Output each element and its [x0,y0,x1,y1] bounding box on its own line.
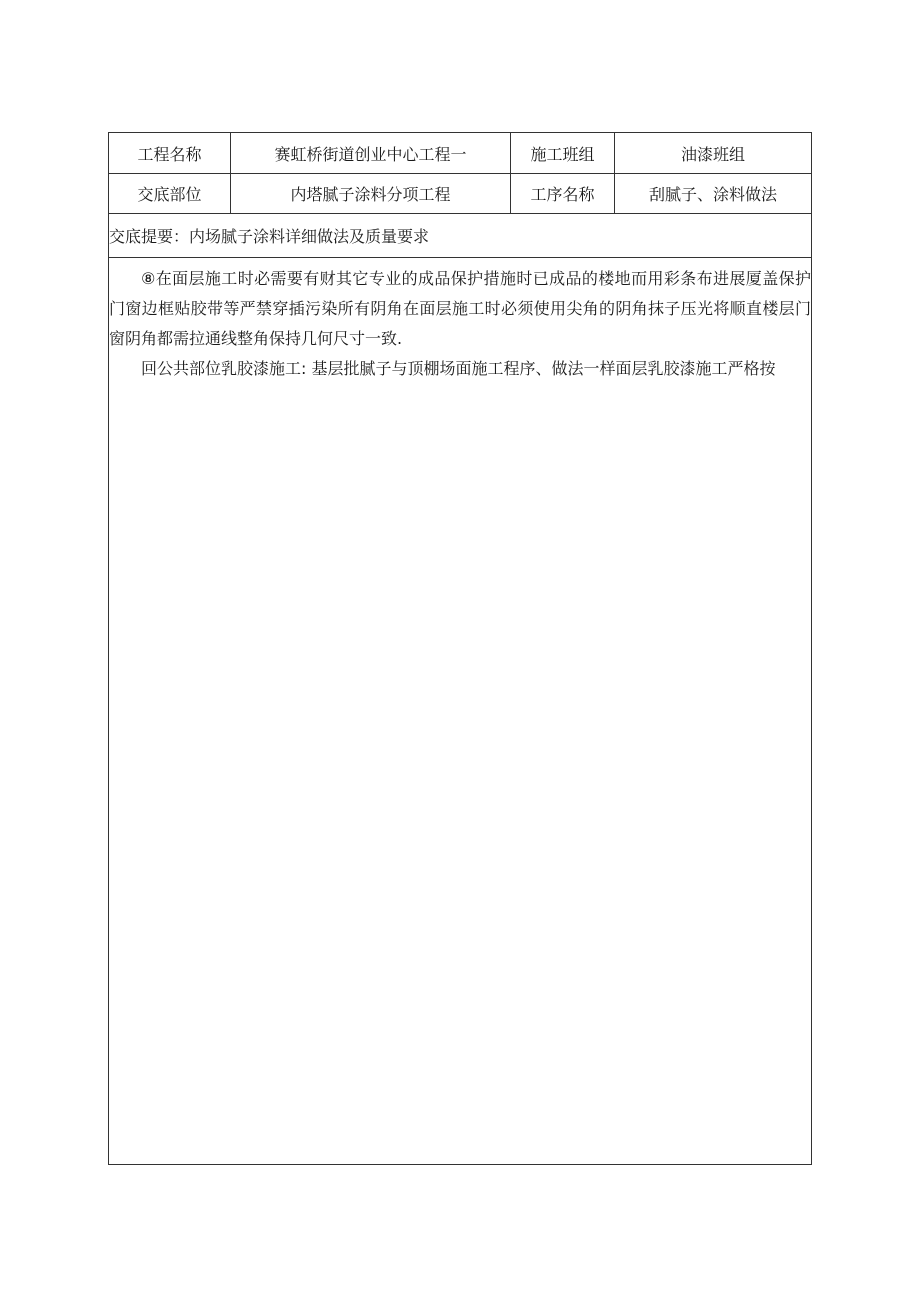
disclosure-content [109,264,811,384]
project-name-label: 工程名称 [109,133,231,173]
summary-row [109,214,811,258]
disclosure-part-value: 内塔腻子涂料分项工程 [231,174,511,213]
project-name-value: 赛虹桥街道创业中心工程一 [231,133,511,173]
disclosure-part-label: 交底部位 [109,174,231,213]
work-team-value: 油漆班组 [680,144,745,164]
work-team-label: 施工班组 [511,133,615,173]
header-row-1 [109,133,811,174]
header-row-2 [109,174,811,214]
process-name-value: 刮腻子、涂料做法 [648,185,777,204]
disclosure-summary: 交底提要：内场腻子涂料详细做法及质量要求 [109,227,430,246]
disclosure-form [108,132,812,1165]
content-paragraph-1: ⑧在面层施工时必需要有财其它专业的成品保护措施时已成品的楼地而用彩条布进展厦盖保护门窗边框贴胶带等严禁穿插污染所有阴角在面层施工时必须使用尖角的阴角抹子压光将顺直楼层门窗阴角都需拉通线整角保持几何尺寸一致. [109,269,811,348]
process-name-label: 工序名称 [511,174,615,213]
content-paragraph-2: 回公共部位乳胶漆施工: 基层批腻子与顶棚场面施工程序、做法一样面层乳胶漆施工严格按 [141,359,776,378]
